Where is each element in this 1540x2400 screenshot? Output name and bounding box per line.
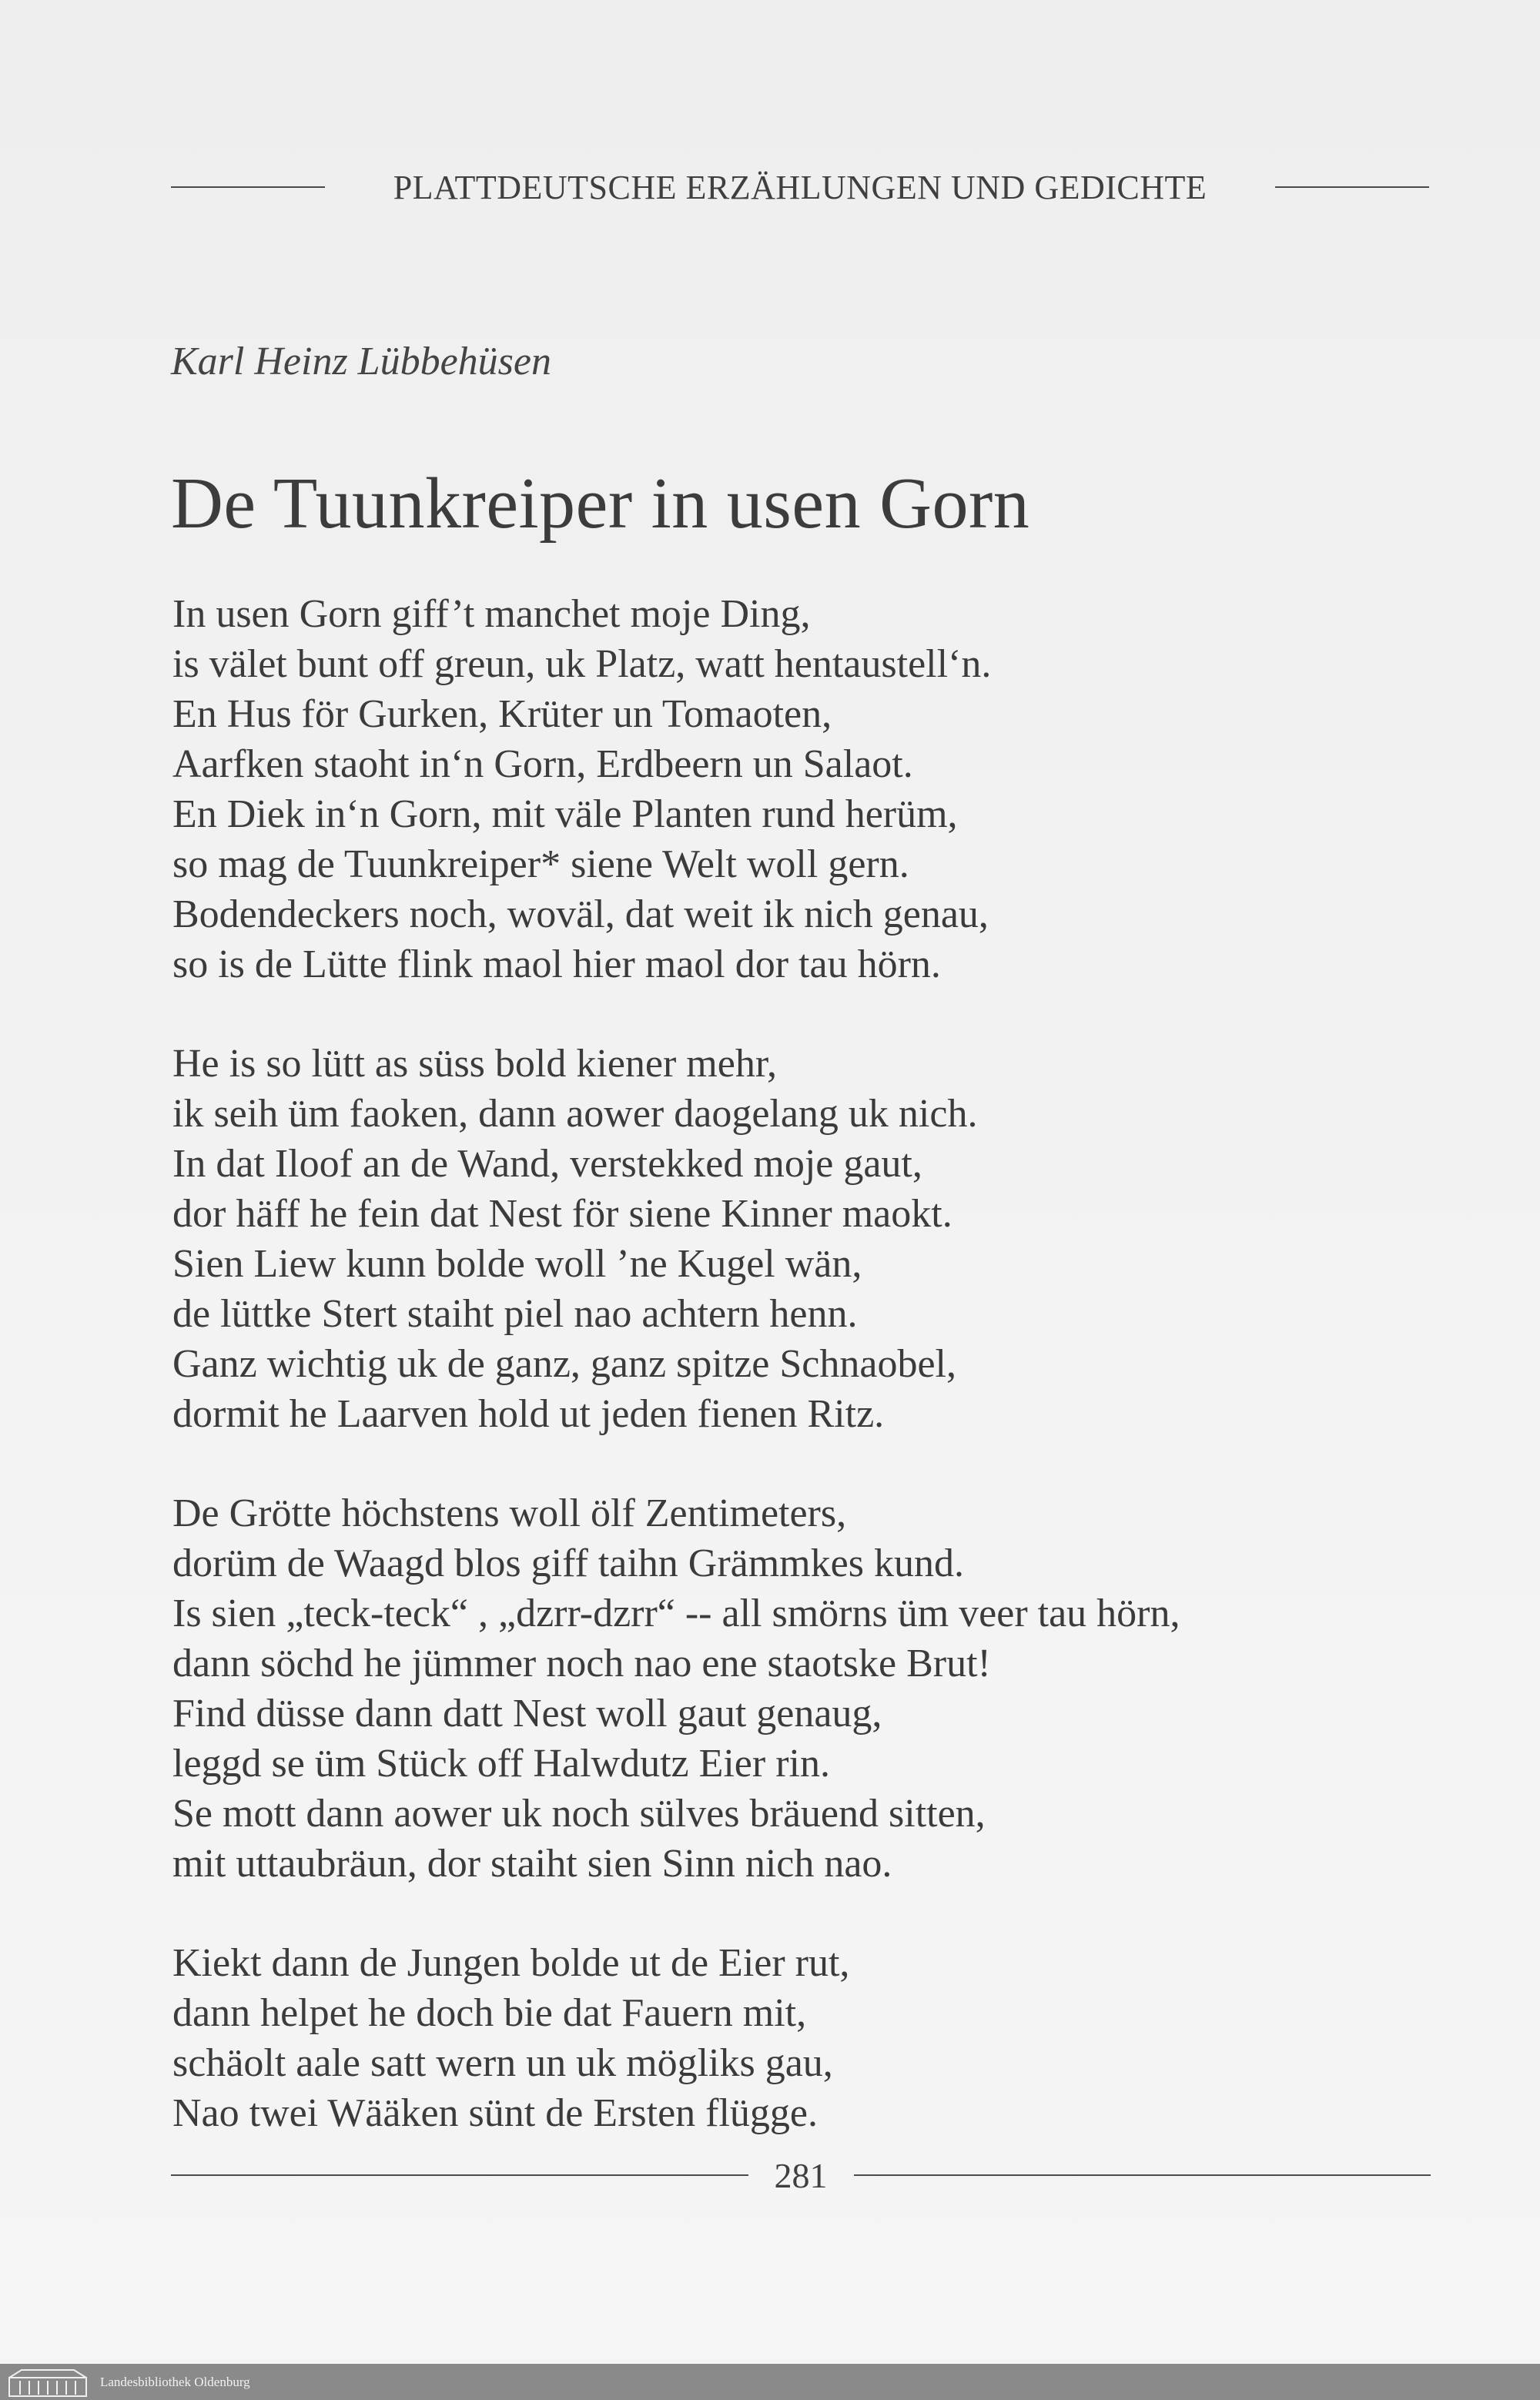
page-footer xyxy=(171,2152,1431,2198)
poem-line: dormit he Laarven hold ut jeden fienen Ritz. xyxy=(172,1392,885,1436)
running-head-rule-right xyxy=(1275,186,1429,188)
poem-line: Kiekt dann de Jungen bolde ut de Eier rut, xyxy=(172,1941,850,1985)
stanza-1 xyxy=(172,589,1435,989)
library-watermark-bar xyxy=(0,2364,1540,2400)
poem-line: Sien Liew kunn bolde woll ’ne Kugel wän, xyxy=(172,1242,862,1286)
footer-rule-right xyxy=(854,2174,1431,2176)
running-head-rule-left xyxy=(171,186,325,188)
poem-line: so is de Lütte flink maol hier maol dor tau hörn. xyxy=(172,942,941,986)
stanza-2 xyxy=(172,1039,1435,1439)
poem-line: Se mott dann aower uk noch sülves bräuend sitten, xyxy=(172,1792,986,1836)
poem-line: De Grötte höchstens woll ölf Zentimeters, xyxy=(172,1491,847,1535)
poem-line: so mag de Tuunkreiper* siene Welt woll gern. xyxy=(172,842,909,886)
poem-line: leggd se üm Stück off Halwdutz Eier rin. xyxy=(172,1742,830,1786)
running-head xyxy=(171,168,1429,206)
poem-line: He is so lütt as süss bold kiener mehr, xyxy=(172,1042,778,1086)
poem-body xyxy=(172,589,1435,2187)
poem-line: is välet bunt off greun, uk Platz, watt hentaustell‘n. xyxy=(172,642,992,686)
poem-line: Aarfken staoht in‘n Gorn, Erdbeern un Salaot. xyxy=(172,742,913,786)
stanza-3 xyxy=(172,1488,1435,1889)
running-head-text: PLATTDEUTSCHE ERZÄHLUNGEN UND GEDICHTE xyxy=(393,168,1207,206)
poem-line: mit uttaubräun, dor staiht sien Sinn nich nao. xyxy=(172,1842,892,1886)
library-building-icon xyxy=(6,2367,91,2398)
footer-rule-left xyxy=(171,2174,748,2176)
poem-line: ik seih üm faoken, dann aower daogelang uk nich. xyxy=(172,1092,978,1136)
poem-line: Is sien „teck-teck“ , „dzrr-dzrr“ -- all smörns üm veer tau hörn, xyxy=(172,1592,1180,1635)
poem-line: de lüttke Stert staiht piel nao achtern henn. xyxy=(172,1292,858,1336)
poem-line: dann söchd he jümmer noch nao ene staotske Brut! xyxy=(172,1642,991,1685)
poem-line: En Hus för Gurken, Krüter un Tomaoten, xyxy=(172,692,832,736)
poem-line: dorüm de Waagd blos giff taihn Grämmkes kund. xyxy=(172,1541,964,1585)
page-number: 281 xyxy=(774,2155,828,2195)
poem-line: Nao twei Wääken sünt de Ersten flügge. xyxy=(172,2091,818,2135)
author-name: Karl Heinz Lübbehüsen xyxy=(171,340,551,383)
stanza-4 xyxy=(172,1938,1435,2138)
poem-title: De Tuunkreiper in usen Gorn xyxy=(171,464,1030,544)
library-name: Landesbibliothek Oldenburg xyxy=(100,2374,250,2389)
poem-line: In dat Iloof an de Wand, verstekked moje gaut, xyxy=(172,1142,922,1186)
poem-line: En Diek in‘n Gorn, mit väle Planten rund herüm, xyxy=(172,792,958,836)
poem-line: Ganz wichtig uk de ganz, ganz spitze Schnaobel, xyxy=(172,1342,956,1386)
poem-line: dor häff he fein dat Nest för siene Kinner maokt. xyxy=(172,1192,952,1236)
poem-line: In usen Gorn giff’t manchet moje Ding, xyxy=(172,592,811,636)
poem-line: Find düsse dann datt Nest woll gaut genaug, xyxy=(172,1692,882,1736)
poem-line: schäolt aale satt wern un uk mögliks gau, xyxy=(172,2041,833,2085)
poem-line: dann helpet he doch bie dat Fauern mit, xyxy=(172,1991,807,2035)
poem-line: Bodendeckers noch, woväl, dat weit ik nich genau, xyxy=(172,892,989,936)
